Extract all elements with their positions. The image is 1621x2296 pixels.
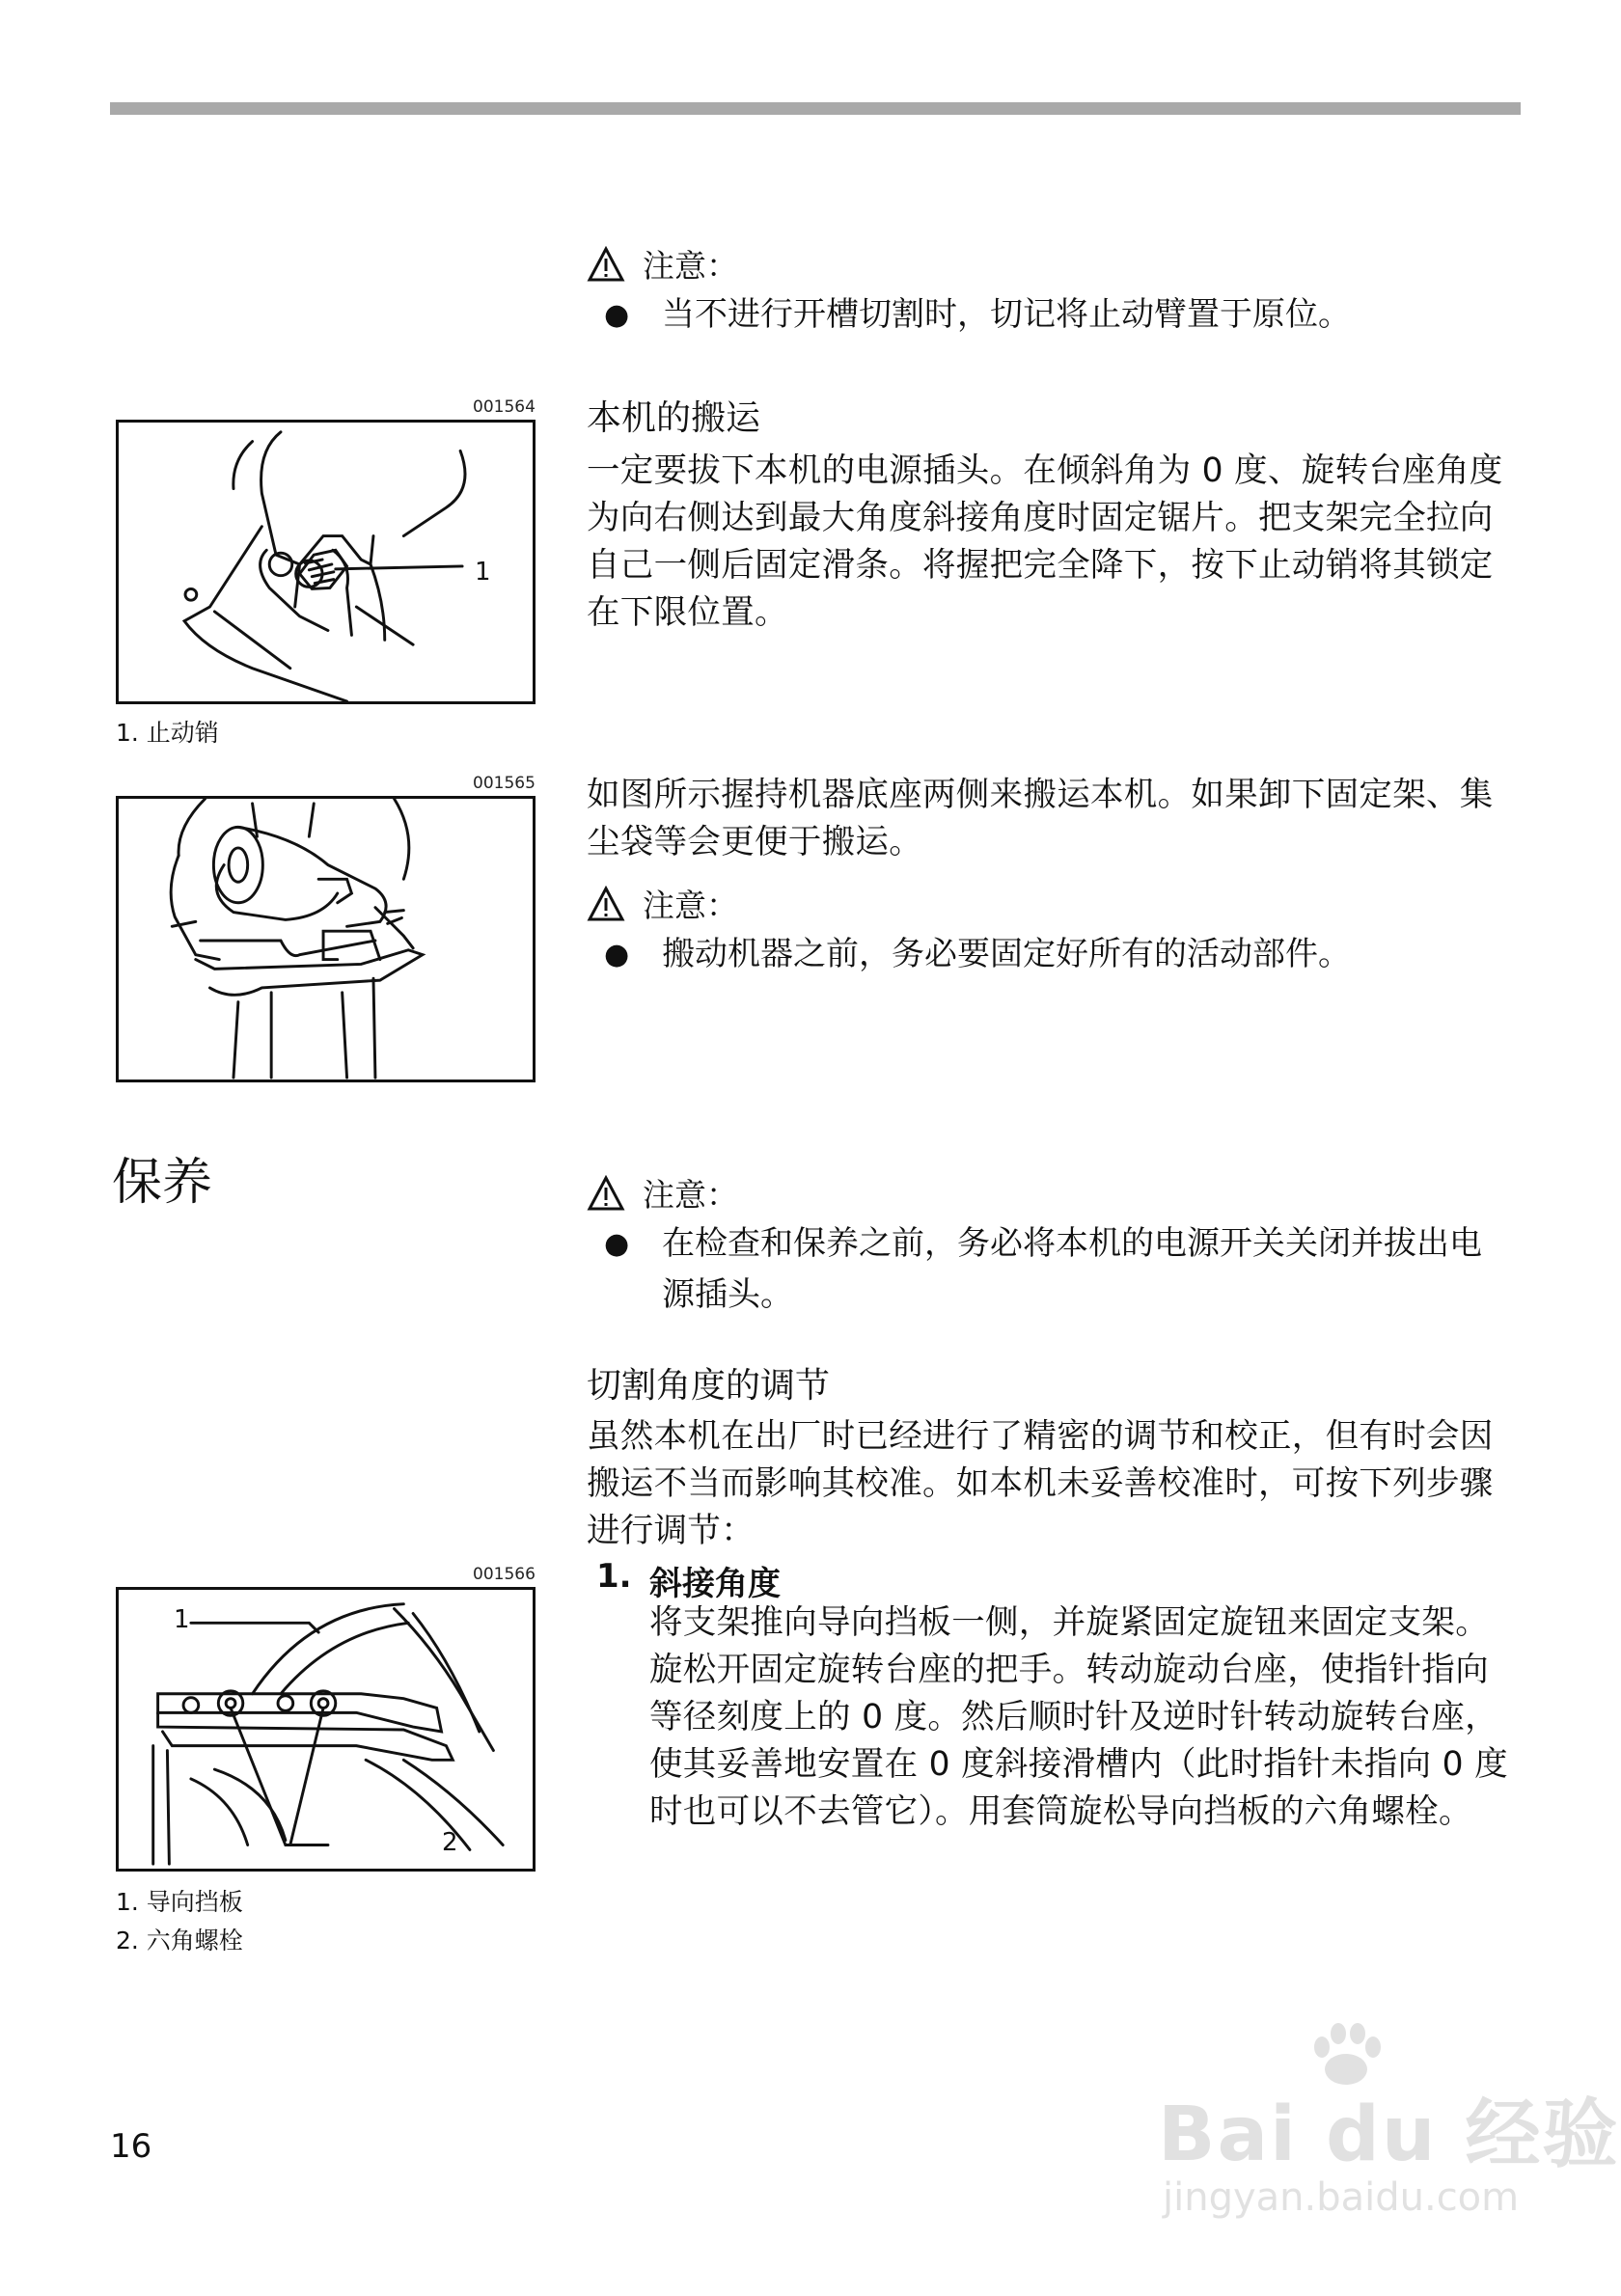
- heading-adjust: 切割角度的调节: [587, 1366, 831, 1406]
- fig3-caption-1: 1. 导向挡板: [116, 1888, 243, 1916]
- figure-code-3: 001566: [473, 1565, 536, 1584]
- carrying-illustration: [119, 799, 533, 1080]
- figure-carrying: [116, 796, 536, 1082]
- section-title: 保养: [112, 1154, 213, 1212]
- figure-stop-pin: [116, 420, 536, 704]
- stop-pin-illustration: [119, 423, 533, 701]
- bullet-dot: ●: [604, 1227, 630, 1261]
- adjust-intro: 虽然本机在出厂时已经进行了精密的调节和校正，但有时会因 搬运不当而影响其校准。如本机未妥善校准时，可按下列步骤 进行调节：: [587, 1417, 1494, 1550]
- fig3-callout-1: 1: [174, 1605, 190, 1634]
- step-title: 斜接角度: [649, 1565, 781, 1603]
- fig1-callout-1: 1: [475, 558, 491, 587]
- heading-transport: 本机的搬运: [587, 398, 761, 438]
- caution-bullet-1: ● 当不进行开槽切割时，切记将止动臂置于原位。: [598, 289, 1525, 341]
- page-number: 16: [110, 2127, 152, 2166]
- caution-bullet-3: ● 在检查和保养之前，务必将本机的电源开关关闭并拔出电 源插头。: [598, 1218, 1544, 1321]
- warning-icon: [587, 246, 625, 283]
- figure-code-2: 001565: [473, 774, 536, 793]
- transport-para-2: 如图所示握持机器底座两侧来搬运本机。如果卸下固定架、集 尘袋等会更便于搬运。: [587, 776, 1494, 861]
- watermark-url: jingyan.baidu.com: [1163, 2175, 1520, 2220]
- caution-heading-1: 注意：: [587, 241, 738, 287]
- step-body: 将支架推向导向挡板一侧，并旋紧固定旋钮来固定支架。 旋松开固定旋转台座的把手。转动旋动台座，使指针指向 等径刻度上的 0 度。然后顺时针及逆时针转动旋转台座， 使其妥善地安置在 0 度斜接滑槽内（此时指针未指向 0 度 时也可以不去管它）。用套筒旋松导向挡板的六角螺栓。: [649, 1603, 1508, 1831]
- caution-heading-3: 注意：: [587, 1170, 738, 1216]
- caution-heading-2: 注意：: [587, 881, 738, 926]
- fig3-callout-2: 2: [442, 1828, 458, 1857]
- fig1-caption-1: 1. 止动销: [116, 719, 219, 747]
- caution-bullet-2: ● 搬动机器之前，务必要固定好所有的活动部件。: [598, 929, 1525, 980]
- step-number: 1.: [596, 1557, 632, 1596]
- fig3-caption-2: 2. 六角螺栓: [116, 1927, 243, 1954]
- warning-icon: [587, 1175, 625, 1212]
- warning-icon: [587, 886, 625, 922]
- bullet-dot: ●: [604, 938, 630, 971]
- watermark-logo: Bai du 经验: [1158, 2091, 1620, 2178]
- transport-para-1: 一定要拔下本机的电源插头。在倾斜角为 0 度、旋转台座角度 为向右侧达到最大角度斜接角度时固定锯片。把支架完全拉向 自己一侧后固定滑条。将握把完全降下，按下止动销将其锁定 在下限位置。: [587, 451, 1503, 632]
- figure-code-1: 001564: [473, 397, 536, 417]
- header-rule: [110, 102, 1521, 115]
- bullet-dot: ●: [604, 298, 630, 332]
